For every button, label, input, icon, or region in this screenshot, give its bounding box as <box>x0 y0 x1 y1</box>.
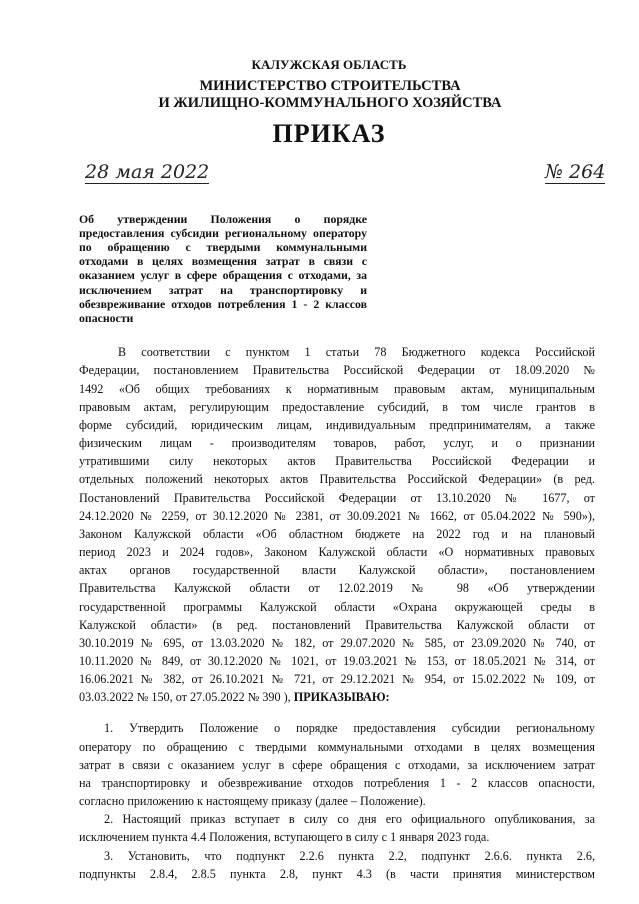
text-line: исключением пункта 4.4 Положения, вступающего в силу с 1 января 2023 года. <box>79 830 490 845</box>
text-line: Федерации, постановлением Правительства Российской Федерации от 18.09.2020 № <box>79 363 595 378</box>
text-line: оператору по обращению с твердыми коммунальными отходами в целях возмещения <box>79 739 595 754</box>
text-line: 30.10.2019 № 695, от 13.03.2020 № 182, от 29.07.2020 № 585, от 23.09.2020 № 740, от <box>79 635 595 650</box>
text-line: форме субсидий, юридическим лицам, индивидуальным предпринимателям, а также <box>79 417 595 432</box>
text-line: Правительства Калужской области от 12.02.2019 № 98 «Об утверждении <box>79 581 595 596</box>
order-word: ПРИКАЗЫВАЮ: <box>293 690 390 705</box>
document-subject: Об утверждении Положения о порядке предоставления субсидии региональному оператору по обращению с твердыми коммунальными отходами в целях возмещения затрат в связи с оказанием услуг в сфере обращения с отходами, за исключением затрат на транспортировку и обезвреживание отходов потребления 1 - 2 классов опасности <box>79 211 367 325</box>
text-line: В соответствии с пунктом 1 статьи 78 Бюджетного кодекса Российской <box>118 345 595 360</box>
region-heading: КАЛУЖСКАЯ ОБЛАСТЬ <box>251 57 407 73</box>
text-line: на транспортировку и обезвреживание отходов потребления 1 - 2 классов опасности, <box>79 775 595 790</box>
text-line: отдельных положений некоторых актов Правительства Российской Федерации» (в ред. <box>79 472 595 487</box>
handwritten-number: № 264 <box>545 160 606 183</box>
text-line: 10.11.2020 № 849, от 30.12.2020 № 1021, от 19.03.2021 № 153, от 18.05.2021 № 314, от <box>79 654 595 669</box>
text-line: затрат в связи с оказанием услуг в сфере обращения с отходами, за исключением затрат <box>79 757 595 772</box>
text-line: утратившими силу некоторых актов Правительства Российской Федерации и <box>79 454 595 469</box>
text-line: Постановлений Правительства Российской Федерации от 13.10.2020 № 1677, от <box>79 490 595 505</box>
preamble-last-text: 03.03.2022 № 150, от 27.05.2022 № 390 ), <box>79 690 291 705</box>
text-line: подпункты 2.8.4, 2.8.5 пункта 2.8, пункт 4.3 (в части принятия министерством <box>79 866 595 881</box>
text-line: государственной программы Калужской области «Охрана окружающей среды в <box>79 599 595 614</box>
text-line: Законом Калужской области «Об областном бюджете на 2022 год и на плановый <box>79 526 595 541</box>
handwritten-date: 28 мая 2022 <box>85 160 210 183</box>
document-type-heading: ПРИКАЗ <box>272 119 386 149</box>
text-line: 3. Установить, что подпункт 2.2.6 пункта 2.2, подпункт 2.6.6. пункта 2.6, <box>104 848 595 863</box>
text-line: 16.06.2021 № 382, от 26.10.2021 № 721, от 29.12.2021 № 954, от 15.02.2022 № 109, от <box>79 672 595 687</box>
text-line: период 2023 и 2024 годов», Законом Калужской области «О нормативных правовых <box>79 545 595 560</box>
text-line: актах органов государственной власти Калужской области», постановлением <box>79 563 595 578</box>
text-line: физическим лицам - производителям товаров, работ, услуг, и о признании <box>79 436 595 451</box>
text-line: 1. Утвердить Положение о порядке предоставления субсидии региональному <box>104 721 595 736</box>
text-line <box>79 690 595 705</box>
text-line: 24.12.2020 № 2259, от 30.12.2020 № 2381, от 30.09.2021 № 1662, от 05.04.2022 № 590»), <box>79 508 595 523</box>
text-line: согласно приложению к настоящему приказу (далее – Положение). <box>79 794 426 809</box>
ministry-heading-line1: МИНИСТЕРСТВО СТРОИТЕЛЬСТВА <box>199 78 461 95</box>
text-line: 1492 «Об общих требованиях к нормативным правовым актам, муниципальным <box>79 381 595 396</box>
text-line: правовым актам, регулирующим предоставление субсидий, в том числе грантов в <box>79 399 595 414</box>
ministry-heading-line2: И ЖИЛИЩНО-КОММУНАЛЬНОГО ХОЗЯЙСТВА <box>158 94 502 111</box>
text-line: Калужской области» (в ред. постановлений Правительства Калужской области от <box>79 617 595 632</box>
text-line: 2. Настоящий приказ вступает в силу со дня его официального опубликования, за <box>104 812 595 827</box>
